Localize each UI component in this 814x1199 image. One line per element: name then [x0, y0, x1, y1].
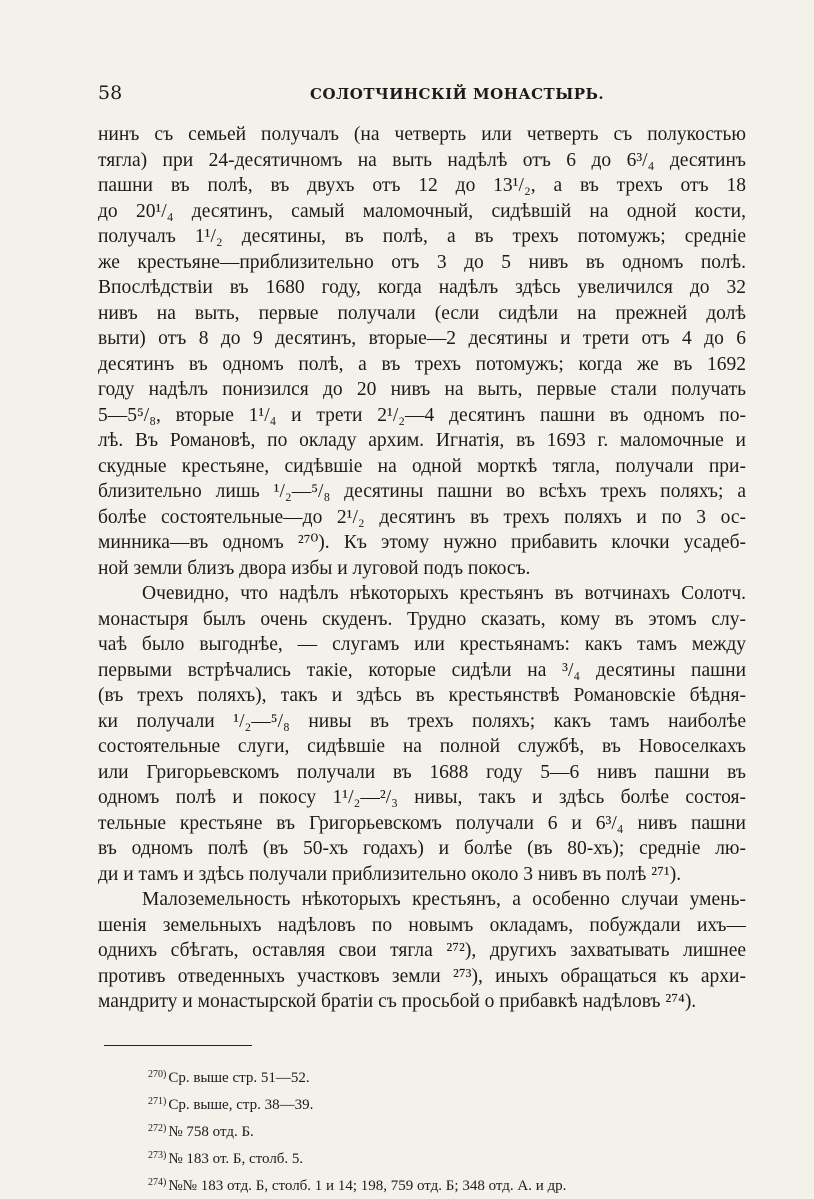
text-line: въ одномъ полѣ (въ 50-хъ годахъ) и болѣе (въ 80-хъ); средніе лю- — [98, 838, 746, 859]
text-line: нивъ на выть, первые получали (если сидѣли на прежней долѣ — [98, 302, 746, 324]
footnote — [148, 1171, 748, 1198]
text-line: болѣе состоятельные—до 2¹/₂ десятинъ въ трехъ поляхъ и по 3 ос- — [98, 506, 746, 528]
text-line: одномъ полѣ и покосу 1¹/₂—²/₃ нивы, такъ и здѣсь болѣе состоя- — [98, 787, 746, 808]
text-line: первыми встрѣчались такіе, которые сидѣли на ³/₄ десятины пашни — [98, 659, 746, 681]
text-line: десятинъ въ одномъ полѣ, а въ трехъ потомужъ; когда же въ 1692 — [98, 353, 746, 375]
text-line: Малоземельность нѣкоторыхъ крестьянъ, а особенно случаи умень- — [142, 889, 746, 910]
paragraph — [98, 122, 746, 581]
text-line: до 20¹/₄ десятинъ, самый маломочный, сидѣвшій на одной кости, — [98, 200, 746, 222]
text-line: противъ отведенныхъ участковъ земли ²⁷³), иныхъ обращаться къ архи- — [98, 965, 746, 987]
text-line: году надѣлъ понизился до 20 нивъ на выть, первые стали получать — [98, 379, 746, 400]
text-line: ки получали ¹/₂—⁵/₈ нивы въ трехъ поляхъ; какъ тамъ наиболѣе — [98, 710, 746, 732]
text-line: однихъ сбѣгать, оставляя свои тягла ²⁷²), другихъ захватывать лишнее — [98, 940, 746, 961]
footnote-text: №№ 183 отд. Б, столб. 1 и 14; 198, 759 отд. Б; 348 отд. А. и др. — [168, 1178, 567, 1194]
footnote-number: 271) — [148, 1096, 167, 1107]
footnote — [148, 1063, 748, 1090]
text-line: минника—въ одномъ ²⁷⁰). Къ этому нужно прибавить клочки усадеб- — [98, 532, 746, 553]
text-line: же крестьяне—приблизительно отъ 3 до 5 нивъ въ одномъ полѣ. — [98, 251, 746, 273]
running-title: СОЛОТЧИНСКІЙ МОНАСТЫРЬ. — [310, 85, 605, 103]
page-header — [98, 82, 744, 112]
text-line: близительно лишь ¹/₂—⁵/₈ десятины пашни во всѣхъ трехъ поляхъ; а — [98, 481, 746, 502]
footnote-text: № 758 отд. Б. — [168, 1124, 254, 1140]
body-text — [98, 122, 746, 1015]
footnote-number: 274) — [148, 1177, 167, 1188]
footnote-text: № 183 от. Б, столб. 5. — [168, 1151, 304, 1167]
text-line: чаѣ было выгоднѣе, — слугамъ или крестьянамъ: какъ тамъ между — [98, 634, 746, 655]
text-line: нинъ съ семьей получалъ (на четверть или четверть съ полукостью — [98, 124, 746, 145]
text-line: мандриту и монастырской братіи съ просьбой о прибавкѣ надѣловъ ²⁷⁴). — [98, 991, 697, 1012]
text-line: ди и тамъ и здѣсь получали приблизительно около 3 нивъ въ полѣ ²⁷¹). — [98, 863, 682, 885]
text-line: ной земли близъ двора избы и луговой подъ покосъ. — [98, 557, 531, 579]
text-line: состоятельные слуги, сидѣвшіе на полной службѣ, въ Новоселкахъ — [98, 736, 746, 757]
text-line: Очевидно, что надѣлъ нѣкоторыхъ крестьянъ въ вотчинахъ Солотч. — [142, 583, 746, 604]
footnote-number: 273) — [148, 1150, 167, 1161]
footnote-text: Ср. выше, стр. 38—39. — [168, 1097, 314, 1113]
text-line: выти) отъ 8 до 9 десятинъ, вторые—2 десятины и трети отъ 4 до 6 — [98, 328, 746, 349]
page-number: 58 — [98, 82, 123, 104]
text-line: монастыря былъ очень скуденъ. Трудно сказать, кому въ этомъ слу- — [98, 608, 746, 630]
text-line: скудные крестьяне, сидѣвшіе на одной морткѣ тягла, получали при- — [98, 455, 746, 477]
text-line: 5—5⁵/₈, вторые 1¹/₄ и трети 2¹/₂—4 десятинъ пашни въ одномъ по- — [98, 404, 746, 426]
text-line: или Григорьевскомъ получали въ 1688 году 5—6 нивъ пашни въ — [98, 761, 746, 783]
footnote-number: 270) — [148, 1069, 167, 1080]
text-line: Впослѣдствіи въ 1680 году, когда надѣлъ здѣсь увеличился до 32 — [98, 277, 746, 298]
paragraph — [98, 581, 746, 887]
text-line: шенія земельныхъ надѣловъ по новымъ окладамъ, побуждали ихъ— — [98, 914, 746, 936]
footnote-text: Ср. выше стр. 51—52. — [168, 1070, 310, 1086]
footnote — [148, 1117, 748, 1144]
footnotes — [148, 1063, 748, 1198]
text-line: тельные крестьяне въ Григорьевскомъ получали 6 и 6³/₄ нивъ пашни — [98, 812, 746, 834]
text-line: лѣ. Въ Романовѣ, по окладу архим. Игнатія, въ 1693 г. маломочные и — [98, 430, 746, 451]
text-line: получалъ 1¹/₂ десятины, въ полѣ, а въ трехъ потомужъ; средніе — [98, 226, 746, 247]
footnote — [148, 1090, 748, 1117]
footnote — [148, 1144, 748, 1171]
text-line: тягла) при 24-десятичномъ на выть надѣлѣ отъ 6 до 6³/₄ десятинъ — [98, 149, 746, 171]
paragraph — [98, 887, 746, 1015]
text-line: (въ трехъ поляхъ), такъ и здѣсь въ крестьянствѣ Романовскіе бѣдня- — [98, 685, 746, 706]
text-line: пашни въ полѣ, въ двухъ отъ 12 до 13¹/₂, а въ трехъ отъ 18 — [98, 175, 746, 196]
footnote-divider — [104, 1045, 252, 1046]
footnote-number: 272) — [148, 1123, 167, 1134]
